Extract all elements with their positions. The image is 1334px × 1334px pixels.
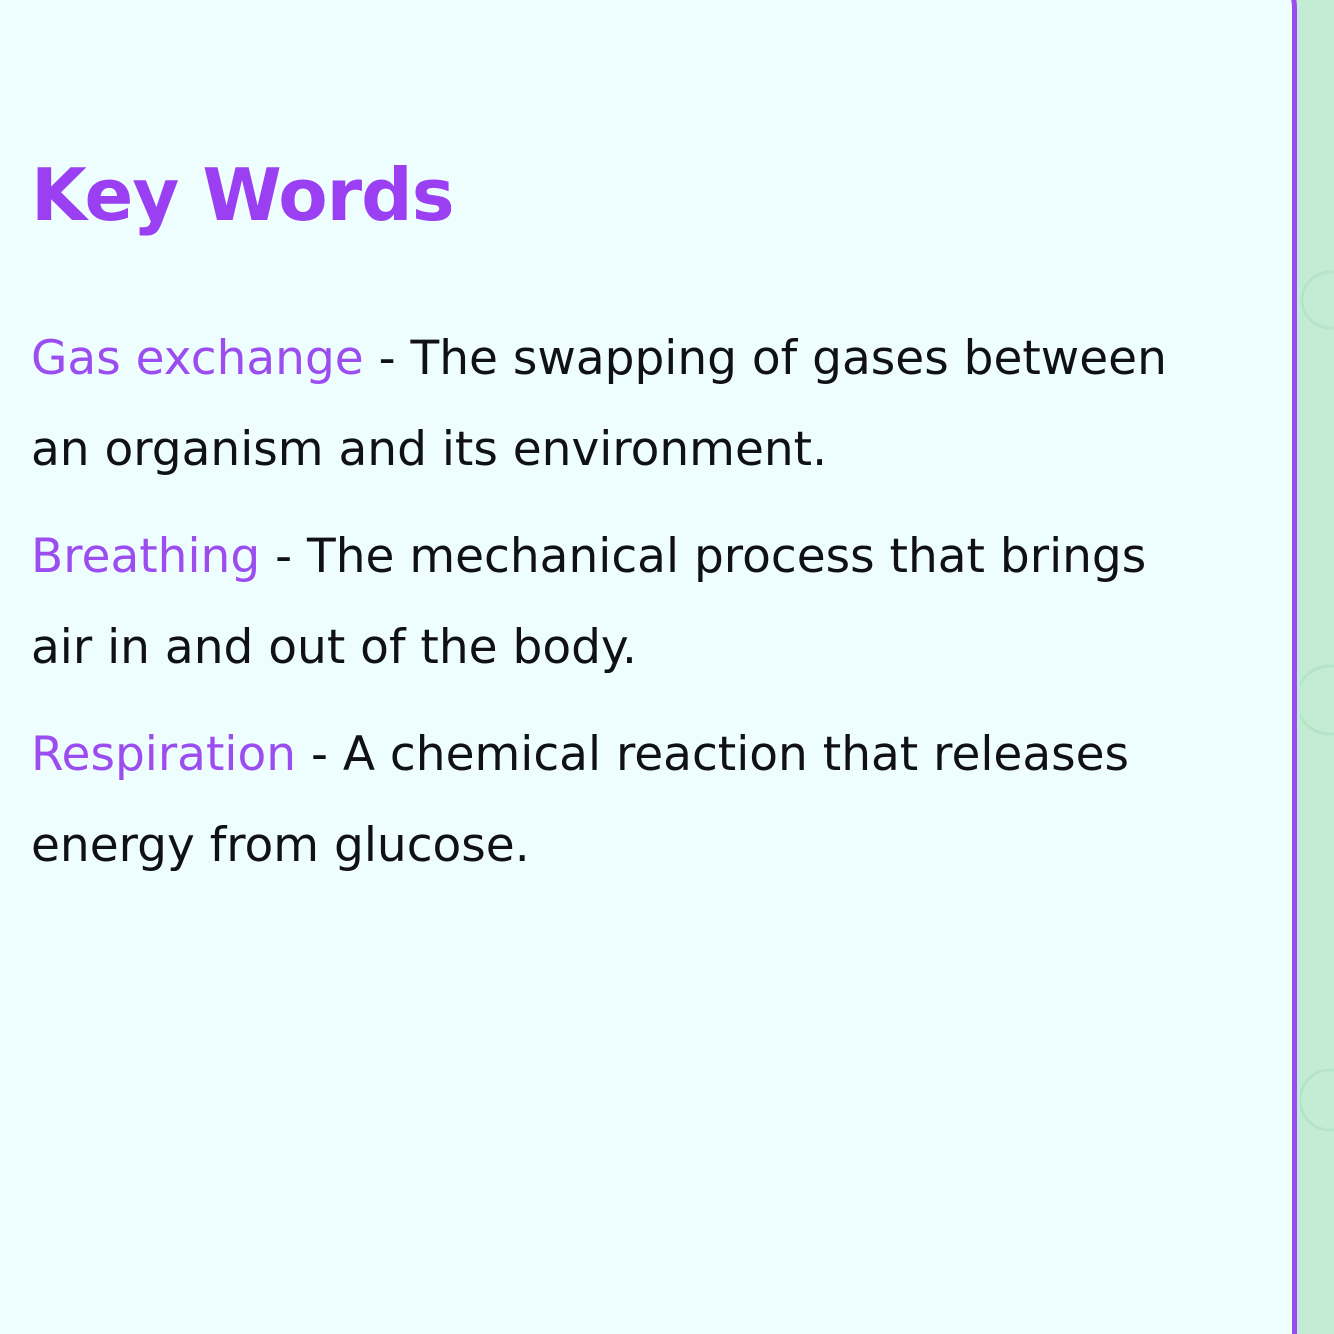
term-definition: The swapping of gases between an organism and its environment. xyxy=(31,331,1167,477)
card-content xyxy=(31,145,1211,907)
term-separator: - xyxy=(296,727,343,782)
term-breathing xyxy=(31,511,1211,693)
card-heading: Key Words xyxy=(31,153,454,237)
term-respiration xyxy=(31,709,1211,891)
term-gas-exchange xyxy=(31,313,1211,495)
term-definition: The mechanical process that brings air in and out of the body. xyxy=(31,529,1147,675)
term-definition: A chemical reaction that releases energy from glucose. xyxy=(31,727,1130,873)
background-pattern xyxy=(1300,0,1334,1334)
term-word: Gas exchange xyxy=(31,331,364,386)
term-word: Respiration xyxy=(31,727,296,782)
term-word: Breathing xyxy=(31,529,261,584)
term-separator: - xyxy=(363,331,411,386)
term-separator: - xyxy=(260,529,307,584)
term-list xyxy=(31,313,1211,891)
